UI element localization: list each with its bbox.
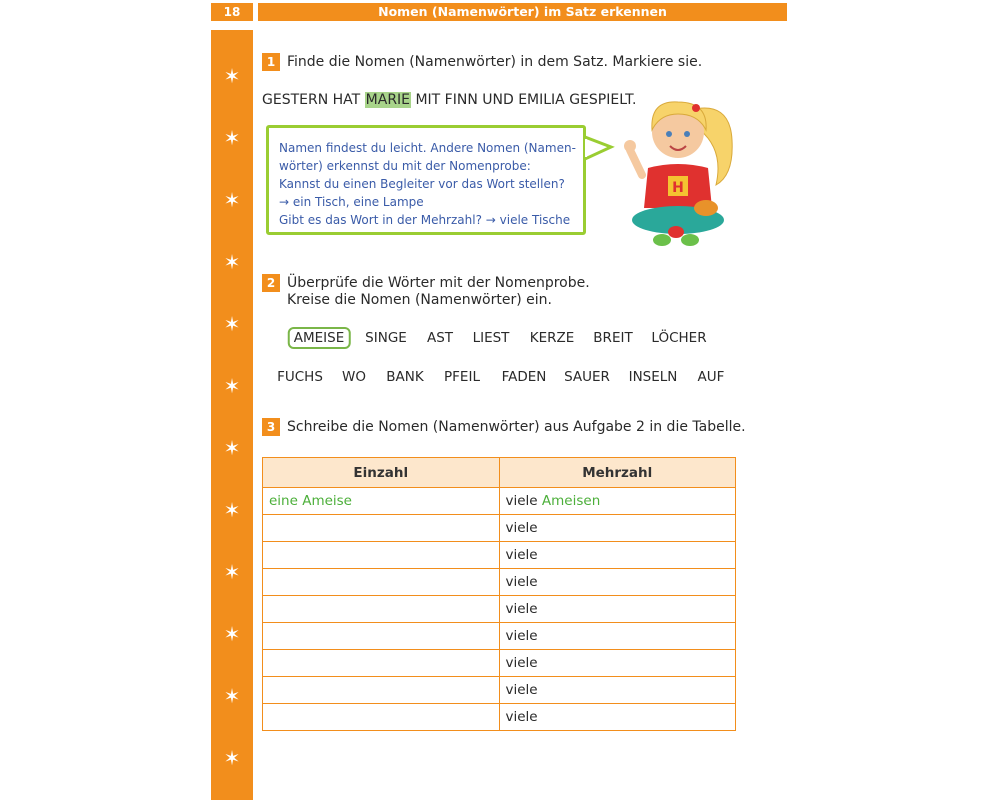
task-2-instruction-line1: Überprüfe die Wörter mit der Nomenprobe. (287, 275, 590, 291)
star-icon: ✶ (223, 374, 241, 398)
singular-cell[interactable]: eine Ameise (263, 488, 500, 515)
word-option[interactable]: SINGE (365, 330, 407, 346)
word-option[interactable]: SAUER (564, 369, 610, 385)
task-1-instruction: Finde die Nomen (Namenwörter) in dem Satz. Markiere sie. (287, 54, 703, 70)
page-title: Nomen (Namenwörter) im Satz erkennen (258, 3, 787, 21)
table-row (263, 542, 736, 569)
page-number: 18 (211, 3, 253, 21)
plural-cell[interactable]: viele (499, 650, 736, 677)
star-icon: ✶ (223, 436, 241, 460)
singular-cell[interactable] (263, 596, 500, 623)
word-option[interactable]: LIEST (472, 330, 510, 346)
word-option[interactable]: FUCHS (277, 369, 323, 385)
word-option[interactable]: AUF (697, 369, 725, 385)
plural-cell[interactable] (499, 488, 736, 515)
speech-bubble-tail (585, 135, 615, 165)
hint-line: → ein Tisch, eine Lampe (279, 195, 424, 209)
plural-cell[interactable]: viele (499, 623, 736, 650)
task-2-instruction-line2: Kreise die Nomen (Namenwörter) ein. (287, 292, 552, 308)
table-row (263, 650, 736, 677)
singular-cell[interactable] (263, 542, 500, 569)
task-1-sentence (262, 92, 636, 108)
plural-prefix: viele (505, 493, 542, 509)
singular-cell[interactable] (263, 569, 500, 596)
plural-example-word: Ameisen (541, 493, 601, 509)
table-row (263, 704, 736, 731)
plural-cell[interactable]: viele (499, 596, 736, 623)
star-icon: ✶ (223, 622, 241, 646)
star-icon: ✶ (223, 126, 241, 150)
highlighted-noun[interactable]: MARIE (365, 92, 411, 108)
hint-line: wörter) erkennst du mit der Nomenprobe: (279, 159, 531, 173)
plural-cell[interactable]: viele (499, 704, 736, 731)
plural-cell[interactable]: viele (499, 677, 736, 704)
word-circled[interactable]: AMEISE (288, 327, 351, 349)
singular-cell[interactable] (263, 650, 500, 677)
word-option[interactable]: WO (342, 369, 366, 385)
column-header-singular: Einzahl (263, 458, 500, 488)
svg-text:H: H (672, 180, 684, 196)
table-row (263, 623, 736, 650)
word-option[interactable]: FADEN (501, 369, 547, 385)
star-icon: ✶ (223, 64, 241, 88)
star-icon: ✶ (223, 746, 241, 770)
table-row (263, 515, 736, 542)
star-icon: ✶ (223, 684, 241, 708)
singular-cell[interactable] (263, 515, 500, 542)
hint-box (266, 125, 586, 235)
table-row (263, 488, 736, 515)
word-option[interactable]: INSELN (628, 369, 678, 385)
singular-cell[interactable] (263, 677, 500, 704)
word-option[interactable]: BANK (386, 369, 424, 385)
noun-table (262, 457, 736, 731)
plural-cell[interactable]: viele (499, 542, 736, 569)
task-3-number: 3 (262, 418, 280, 436)
word-option[interactable]: AST (426, 330, 454, 346)
column-header-plural: Mehrzahl (499, 458, 736, 488)
table-row (263, 596, 736, 623)
star-icon: ✶ (223, 560, 241, 584)
task-2-instruction (287, 275, 590, 309)
word-option[interactable]: PFEIL (444, 369, 480, 385)
plural-cell[interactable]: viele (499, 569, 736, 596)
girl-illustration (620, 80, 740, 260)
sentence-start: GESTERN HAT (262, 92, 365, 108)
word-option[interactable]: KERZE (529, 330, 575, 346)
word-option[interactable]: BREIT (593, 330, 633, 346)
star-icon: ✶ (223, 250, 241, 274)
star-icon: ✶ (223, 498, 241, 522)
word-option[interactable]: LÖCHER (651, 330, 707, 346)
task-2-number: 2 (262, 274, 280, 292)
sentence-end: MIT FINN UND EMILIA GESPIELT. (411, 92, 637, 108)
singular-cell[interactable] (263, 704, 500, 731)
hint-line: Kannst du einen Begleiter vor das Wort stellen? (279, 177, 565, 191)
table-row (263, 677, 736, 704)
star-icon: ✶ (223, 312, 241, 336)
sidebar-decoration (211, 30, 253, 800)
plural-cell[interactable]: viele (499, 515, 736, 542)
hint-line: Gibt es das Wort in der Mehrzahl? → viele Tische (279, 213, 571, 227)
hint-line: Namen findest du leicht. Andere Nomen (Namen- (279, 141, 576, 155)
task-1-number: 1 (262, 53, 280, 71)
singular-cell[interactable] (263, 623, 500, 650)
table-row (263, 569, 736, 596)
task-3-instruction: Schreibe die Nomen (Namenwörter) aus Aufgabe 2 in die Tabelle. (287, 419, 746, 435)
star-icon: ✶ (223, 188, 241, 212)
